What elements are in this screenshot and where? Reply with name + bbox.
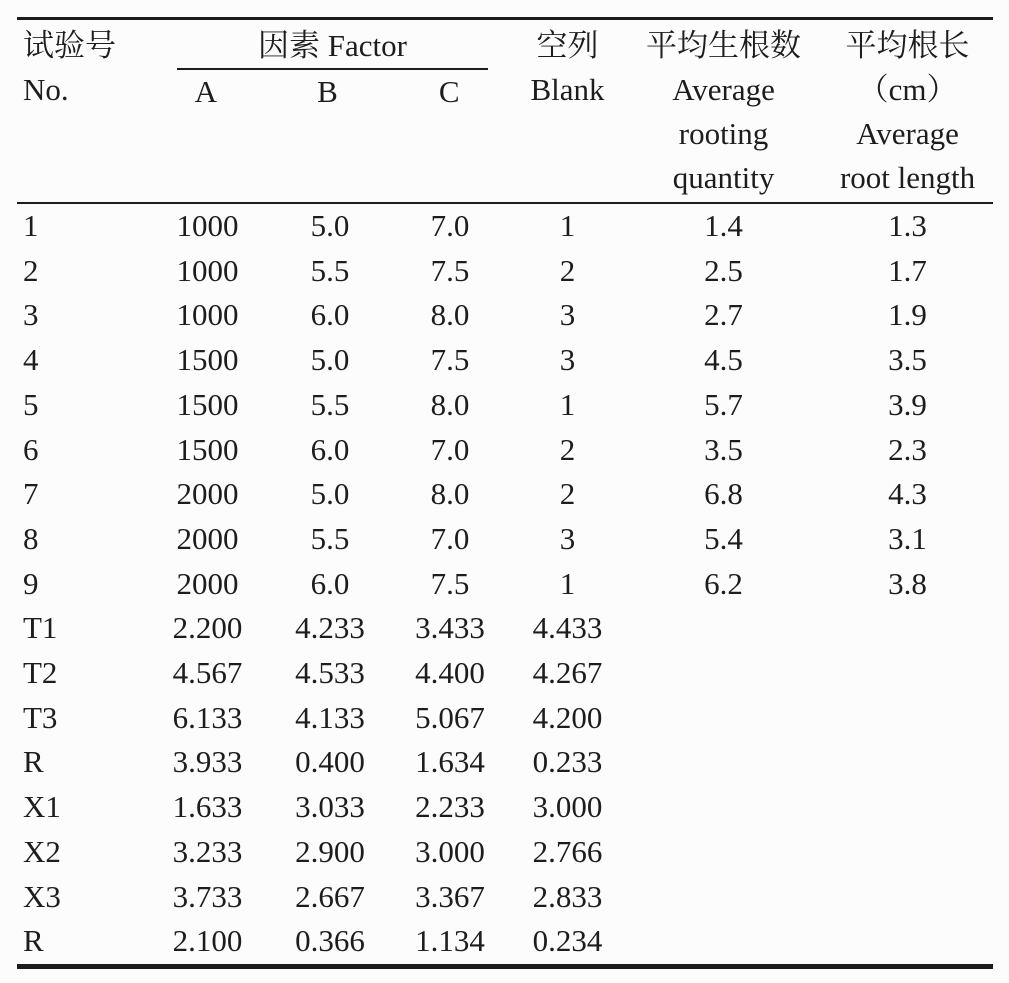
value-cell xyxy=(822,740,993,785)
row-label-cell: 3 xyxy=(23,297,39,333)
row-label-cell: 9 xyxy=(23,565,39,601)
value-cell: 5.5 xyxy=(310,386,350,422)
value-cell: 1500 xyxy=(176,431,239,467)
table-row xyxy=(17,875,993,920)
value-cell: 3.933 xyxy=(172,744,243,780)
value-cell: 6.8 xyxy=(704,476,743,512)
value-cell: 0.366 xyxy=(295,923,365,959)
value-cell: 2.3 xyxy=(888,431,927,467)
value-cell: 2000 xyxy=(176,565,239,601)
value-cell xyxy=(822,830,993,875)
value-cell: 1000 xyxy=(176,208,239,243)
value-cell: 3 xyxy=(559,297,576,333)
value-cell xyxy=(822,785,993,830)
value-cell: 7.0 xyxy=(430,431,470,467)
value-cell: 5.0 xyxy=(310,208,350,243)
header-no-en: No. xyxy=(23,72,69,107)
table-row xyxy=(17,830,993,875)
header-root-length-zh: 平均根长 xyxy=(845,28,970,63)
value-cell: 5.5 xyxy=(310,520,350,556)
row-label-cell: R xyxy=(23,744,44,780)
value-cell: 1.134 xyxy=(415,923,485,959)
value-cell: 7.5 xyxy=(430,565,470,601)
table-row xyxy=(17,203,993,249)
value-cell: 1.633 xyxy=(172,789,243,825)
header-rooting-zh: 平均生根数 xyxy=(646,28,802,63)
value-cell: 4.533 xyxy=(295,655,365,691)
header-blank xyxy=(510,20,625,203)
table-row xyxy=(17,785,993,830)
row-label-cell: 4 xyxy=(23,342,39,378)
value-cell: 3.8 xyxy=(888,565,927,601)
value-cell xyxy=(822,875,993,920)
value-cell: 5.5 xyxy=(310,252,350,288)
value-cell: 5.0 xyxy=(310,476,350,512)
value-cell: 4.3 xyxy=(888,476,927,512)
value-cell xyxy=(625,830,822,875)
value-cell: 3.233 xyxy=(172,833,243,869)
value-cell xyxy=(822,651,993,696)
value-cell: 1000 xyxy=(176,252,239,288)
header-factor-b: B xyxy=(317,74,338,109)
value-cell: 3.5 xyxy=(888,342,927,378)
value-cell: 2.900 xyxy=(295,833,365,869)
table-row xyxy=(17,919,993,964)
value-cell: 4.200 xyxy=(532,699,603,735)
value-cell: 6.133 xyxy=(172,699,243,735)
value-cell: 2 xyxy=(559,252,576,288)
value-cell: 1500 xyxy=(176,342,239,378)
header-blank-en: Blank xyxy=(530,72,605,107)
row-label-cell: T1 xyxy=(23,610,58,646)
value-cell: 3.1 xyxy=(888,520,927,556)
row-label-cell: 6 xyxy=(23,431,39,467)
value-cell: 3 xyxy=(559,342,576,378)
table-row xyxy=(17,383,993,428)
value-cell: 1000 xyxy=(176,297,239,333)
value-cell: 8.0 xyxy=(430,297,470,333)
value-cell xyxy=(625,651,822,696)
paper-table-page xyxy=(17,17,993,969)
value-cell: 3.5 xyxy=(704,431,743,467)
value-cell: 0.233 xyxy=(532,744,603,780)
value-cell xyxy=(625,785,822,830)
table-body xyxy=(17,203,993,964)
header-root-length-en-1: Average xyxy=(856,116,959,151)
table-row xyxy=(17,651,993,696)
value-cell: 2.766 xyxy=(532,833,603,869)
value-cell: 8.0 xyxy=(430,476,470,512)
orthogonal-test-table xyxy=(17,20,993,964)
table-row xyxy=(17,517,993,562)
value-cell: 7.0 xyxy=(430,520,470,556)
value-cell: 5.0 xyxy=(310,342,350,378)
header-factor-group xyxy=(145,20,510,203)
value-cell: 7.5 xyxy=(430,342,470,378)
value-cell: 2.233 xyxy=(415,789,485,825)
value-cell: 1 xyxy=(559,386,576,422)
row-label-cell: 8 xyxy=(23,520,39,556)
table-row xyxy=(17,472,993,517)
row-label-cell: T2 xyxy=(23,655,58,691)
value-cell: 2000 xyxy=(176,476,239,512)
value-cell: 3.000 xyxy=(415,833,485,869)
value-cell: 6.0 xyxy=(310,565,350,601)
value-cell: 2.7 xyxy=(704,297,743,333)
value-cell: 3.733 xyxy=(172,878,243,914)
value-cell: 4.133 xyxy=(295,699,365,735)
header-rooting xyxy=(625,20,822,203)
value-cell: 2.5 xyxy=(704,252,743,288)
row-label-cell: X3 xyxy=(23,878,61,914)
value-cell: 6.0 xyxy=(310,297,350,333)
value-cell: 5.067 xyxy=(415,699,485,735)
value-cell: 1.3 xyxy=(888,208,927,243)
value-cell: 1 xyxy=(559,565,576,601)
value-cell: 2.833 xyxy=(532,878,603,914)
value-cell: 0.400 xyxy=(295,744,365,780)
table-row xyxy=(17,696,993,741)
value-cell: 4.567 xyxy=(172,655,243,691)
value-cell: 1500 xyxy=(176,386,239,422)
header-root-length-unit: （cm） xyxy=(857,72,958,107)
value-cell xyxy=(625,740,822,785)
header-factor-title: 因素 Factor xyxy=(177,24,488,70)
table-row xyxy=(17,293,993,338)
value-cell: 5.4 xyxy=(704,520,743,556)
header-factor-c: C xyxy=(438,74,460,109)
value-cell: 1 xyxy=(559,208,576,243)
value-cell xyxy=(625,606,822,651)
value-cell: 1.634 xyxy=(415,744,485,780)
header-no-zh: 试验号 xyxy=(23,28,116,63)
table-row xyxy=(17,338,993,383)
value-cell: 2 xyxy=(559,431,576,467)
header-rooting-en-2: rooting xyxy=(678,116,769,151)
table-header xyxy=(17,20,993,203)
table-row xyxy=(17,562,993,607)
value-cell: 4.433 xyxy=(532,610,603,646)
header-factor-a: A xyxy=(194,74,218,109)
header-no xyxy=(17,20,145,203)
header-blank-zh: 空列 xyxy=(536,28,599,63)
value-cell: 4.400 xyxy=(415,655,485,691)
row-label-cell: 1 xyxy=(23,208,39,243)
row-label-cell: T3 xyxy=(23,699,58,735)
value-cell: 1.4 xyxy=(704,208,743,243)
value-cell: 3.367 xyxy=(415,878,485,914)
row-label-cell: 7 xyxy=(23,476,39,512)
row-label-cell: R xyxy=(23,923,44,959)
value-cell: 4.5 xyxy=(704,342,743,378)
header-rooting-en-1: Average xyxy=(672,72,775,107)
value-cell xyxy=(625,919,822,964)
header-root-length xyxy=(822,20,993,203)
value-cell: 5.7 xyxy=(704,386,743,422)
value-cell: 4.267 xyxy=(532,655,603,691)
value-cell: 2 xyxy=(559,476,576,512)
value-cell xyxy=(625,696,822,741)
table-row xyxy=(17,606,993,651)
value-cell: 3 xyxy=(559,520,576,556)
value-cell: 3.033 xyxy=(295,789,365,825)
value-cell: 7.5 xyxy=(430,252,470,288)
table-bottom-rule xyxy=(17,964,993,969)
row-label-cell: 5 xyxy=(23,386,39,422)
value-cell xyxy=(822,919,993,964)
value-cell: 2.667 xyxy=(295,878,365,914)
table-row xyxy=(17,740,993,785)
header-root-length-en-2: root length xyxy=(839,160,976,195)
header-factor-subcols xyxy=(145,70,510,114)
value-cell: 7.0 xyxy=(430,208,470,243)
row-label-cell: 2 xyxy=(23,252,39,288)
value-cell: 1.7 xyxy=(888,252,927,288)
value-cell: 3.000 xyxy=(532,789,603,825)
value-cell: 8.0 xyxy=(430,386,470,422)
header-rooting-en-3: quantity xyxy=(672,160,775,195)
value-cell: 2.100 xyxy=(172,923,243,959)
table-row xyxy=(17,428,993,473)
value-cell xyxy=(822,606,993,651)
table-row xyxy=(17,249,993,294)
value-cell xyxy=(625,875,822,920)
value-cell xyxy=(822,696,993,741)
value-cell: 6.2 xyxy=(704,565,743,601)
value-cell: 2.200 xyxy=(172,610,243,646)
value-cell: 4.233 xyxy=(295,610,365,646)
value-cell: 3.433 xyxy=(415,610,485,646)
row-label-cell: X2 xyxy=(23,833,61,869)
value-cell: 0.234 xyxy=(532,923,603,959)
value-cell: 1.9 xyxy=(888,297,927,333)
row-label-cell: X1 xyxy=(23,789,61,825)
value-cell: 6.0 xyxy=(310,431,350,467)
value-cell: 2000 xyxy=(176,520,239,556)
value-cell: 3.9 xyxy=(888,386,927,422)
